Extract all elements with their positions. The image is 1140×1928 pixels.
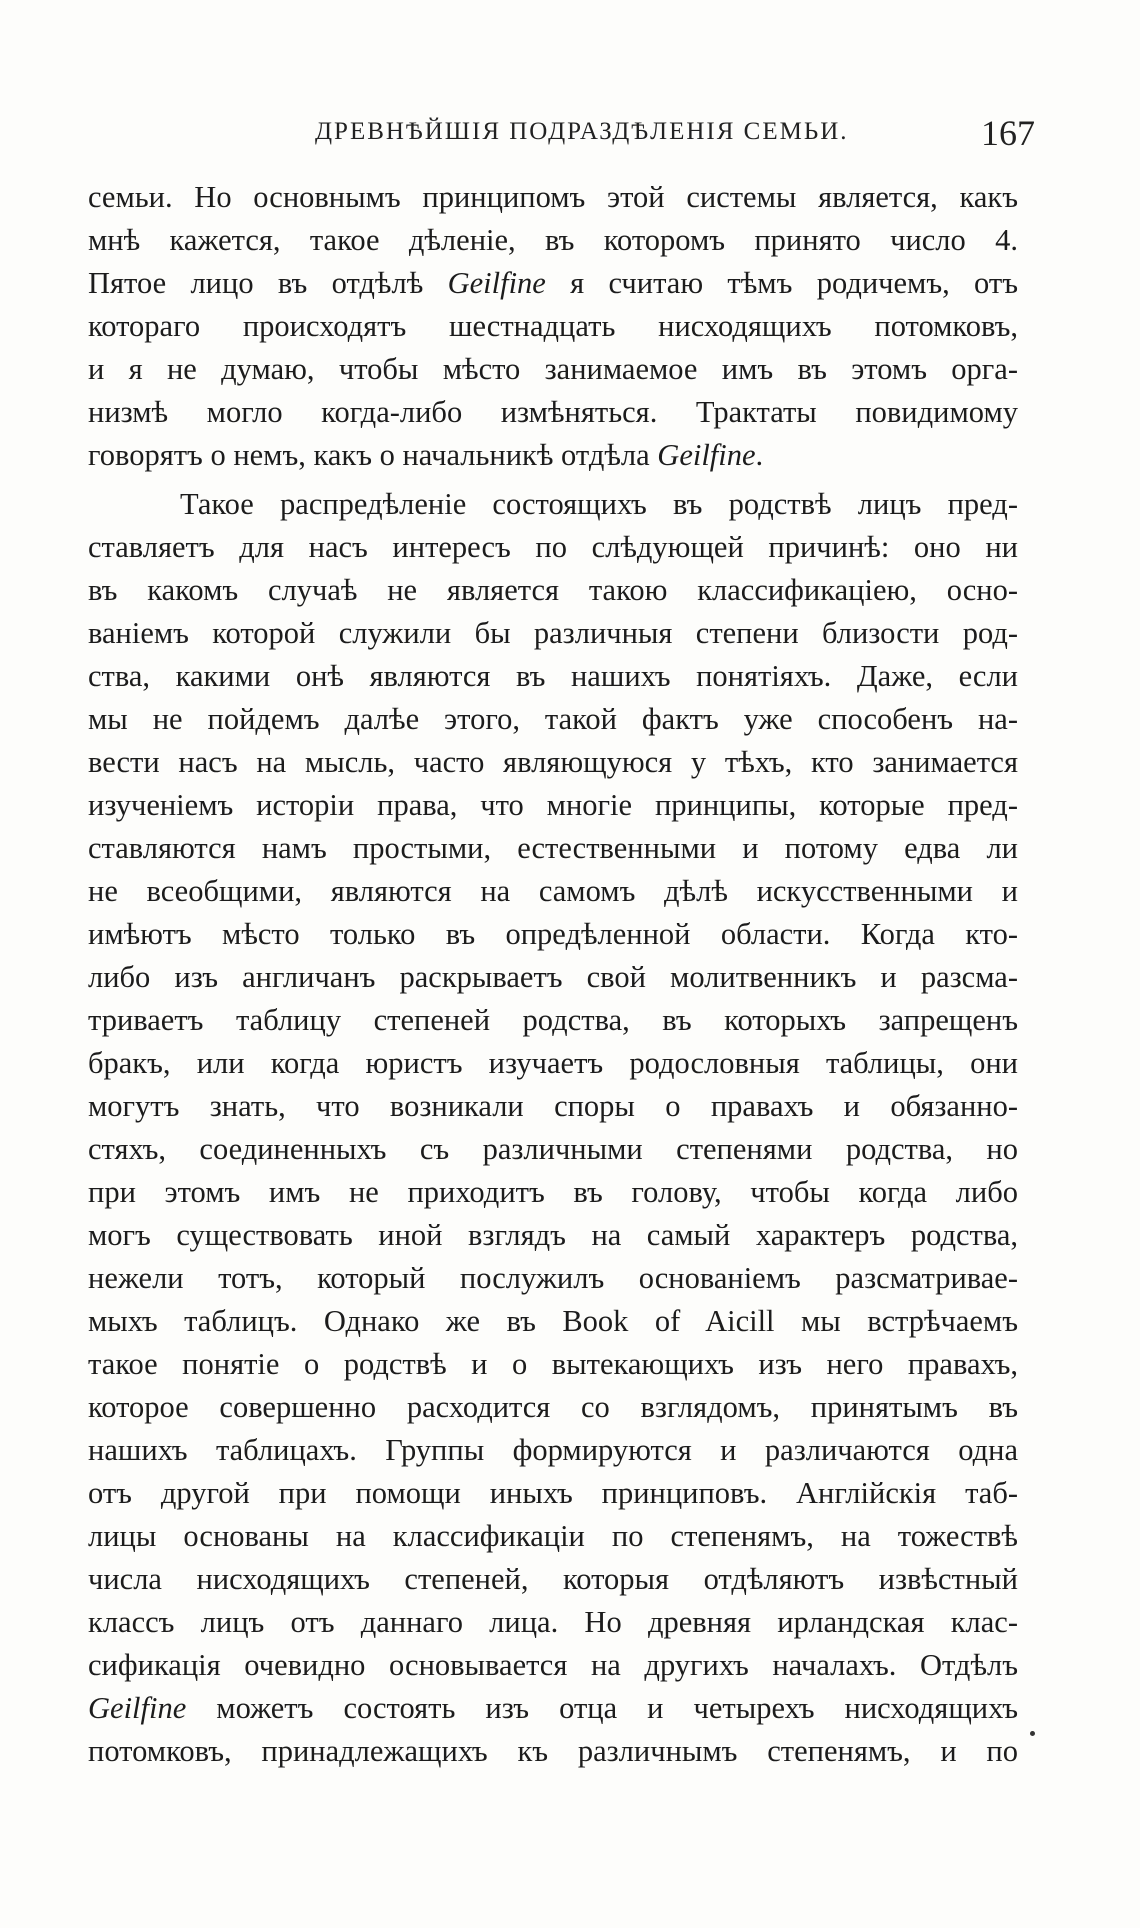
text-line: ставляетъ для насъ интересъ по слѣдующей причинѣ: оно ни bbox=[88, 530, 1018, 564]
text-line: которое совершенно расходится со взглядомъ, принятымъ въ bbox=[88, 1390, 1018, 1424]
text-line: классъ лицъ отъ даннаго лица. Но древняя ирландская клас- bbox=[88, 1605, 1018, 1639]
text-line: могутъ знать, что возникали споры о правахъ и обязанно- bbox=[88, 1089, 1018, 1123]
text-line: ства, какими онѣ являются въ нашихъ понятіяхъ. Даже, если bbox=[88, 659, 1018, 693]
page-number: 167 bbox=[981, 113, 1035, 153]
print-speck bbox=[1030, 1731, 1035, 1736]
text-line: сификація очевидно основывается на другихъ началахъ. Отдѣлъ bbox=[88, 1648, 1018, 1682]
running-head bbox=[90, 112, 1035, 156]
text-line: такое понятіе о родствѣ и о вытекающихъ изъ него правахъ, bbox=[88, 1347, 1018, 1381]
running-title: ДРЕВНѢЙШІЯ ПОДРАЗДѢЛЕНІЯ СЕМЬИ. bbox=[315, 118, 849, 145]
text-line: могъ существовать иной взглядъ на самый характеръ родства, bbox=[88, 1218, 1018, 1252]
text-line: Пятое лицо въ отдѣлѣ Geilfine я считаю тѣмъ родичемъ, отъ bbox=[88, 266, 1018, 300]
text-line: имѣютъ мѣсто только въ опредѣленной области. Когда кто- bbox=[88, 917, 1018, 951]
text-line: либо изъ англичанъ раскрываетъ свой молитвенникъ и разсма- bbox=[88, 960, 1018, 994]
text-line: Geilfine можетъ состоять изъ отца и четырехъ нисходящихъ bbox=[88, 1691, 1018, 1725]
latin-term: Geilfine bbox=[88, 1691, 187, 1725]
text-line: вести насъ на мысль, часто являющуюся у тѣхъ, кто занимается bbox=[88, 745, 1018, 779]
text-line: низмѣ могло когда-либо измѣняться. Трактаты повидимому bbox=[88, 395, 1018, 429]
text-line: изученіемъ исторіи права, что многіе принципы, которые пред- bbox=[88, 788, 1018, 822]
text-body bbox=[88, 176, 1018, 1773]
text-line: нашихъ таблицахъ. Группы формируются и различаются одна bbox=[88, 1433, 1018, 1467]
text-line: мыхъ таблицъ. Однако же въ Book of Aicill мы встрѣчаемъ bbox=[88, 1304, 1018, 1338]
text-line: числа нисходящихъ степеней, которыя отдѣляютъ извѣстный bbox=[88, 1562, 1018, 1596]
latin-term: Geilfine bbox=[447, 266, 546, 300]
text-line: лицы основаны на классификаціи по степенямъ, на тожествѣ bbox=[88, 1519, 1018, 1553]
text-line: нежели тотъ, который послужилъ основаніемъ разсматривае- bbox=[88, 1261, 1018, 1295]
text-line: ставляются намъ простыми, естественными и потому едва ли bbox=[88, 831, 1018, 865]
text-line: не всеобщими, являются на самомъ дѣлѣ искусственными и bbox=[88, 874, 1018, 908]
text-line: семьи. Но основнымъ принципомъ этой системы является, какъ bbox=[88, 180, 1018, 214]
text-line: бракъ, или когда юристъ изучаетъ родословныя таблицы, они bbox=[88, 1046, 1018, 1080]
text-line: отъ другой при помощи иныхъ принциповъ. Англійскія таб- bbox=[88, 1476, 1018, 1510]
text-line: Такое распредѣленіе состоящихъ въ родствѣ лицъ пред- bbox=[180, 487, 1018, 521]
text-line: въ какомъ случаѣ не является такою классификаціею, осно- bbox=[88, 573, 1018, 607]
text-line: потомковъ, принадлежащихъ къ различнымъ степенямъ, и по bbox=[88, 1734, 1018, 1768]
latin-term: Geilfine bbox=[657, 438, 756, 472]
text-line: и я не думаю, чтобы мѣсто занимаемое имъ въ этомъ орга- bbox=[88, 352, 1018, 386]
text-line: триваетъ таблицу степеней родства, въ которыхъ запрещенъ bbox=[88, 1003, 1018, 1037]
text-line: котораго происходятъ шестнадцать нисходящихъ потомковъ, bbox=[88, 309, 1018, 343]
text-line: говорятъ о немъ, какъ о начальникѣ отдѣла Geilfine. bbox=[88, 438, 764, 472]
text-line: ваніемъ которой служили бы различныя степени близости род- bbox=[88, 616, 1018, 650]
text-line: мнѣ кажется, такое дѣленіе, въ которомъ принято число 4. bbox=[88, 223, 1018, 257]
text-line: при этомъ имъ не приходитъ въ голову, чтобы когда либо bbox=[88, 1175, 1018, 1209]
text-line: мы не пойдемъ далѣе этого, такой фактъ уже способенъ на- bbox=[88, 702, 1018, 736]
text-line: стяхъ, соединенныхъ съ различными степенями родства, но bbox=[88, 1132, 1018, 1166]
